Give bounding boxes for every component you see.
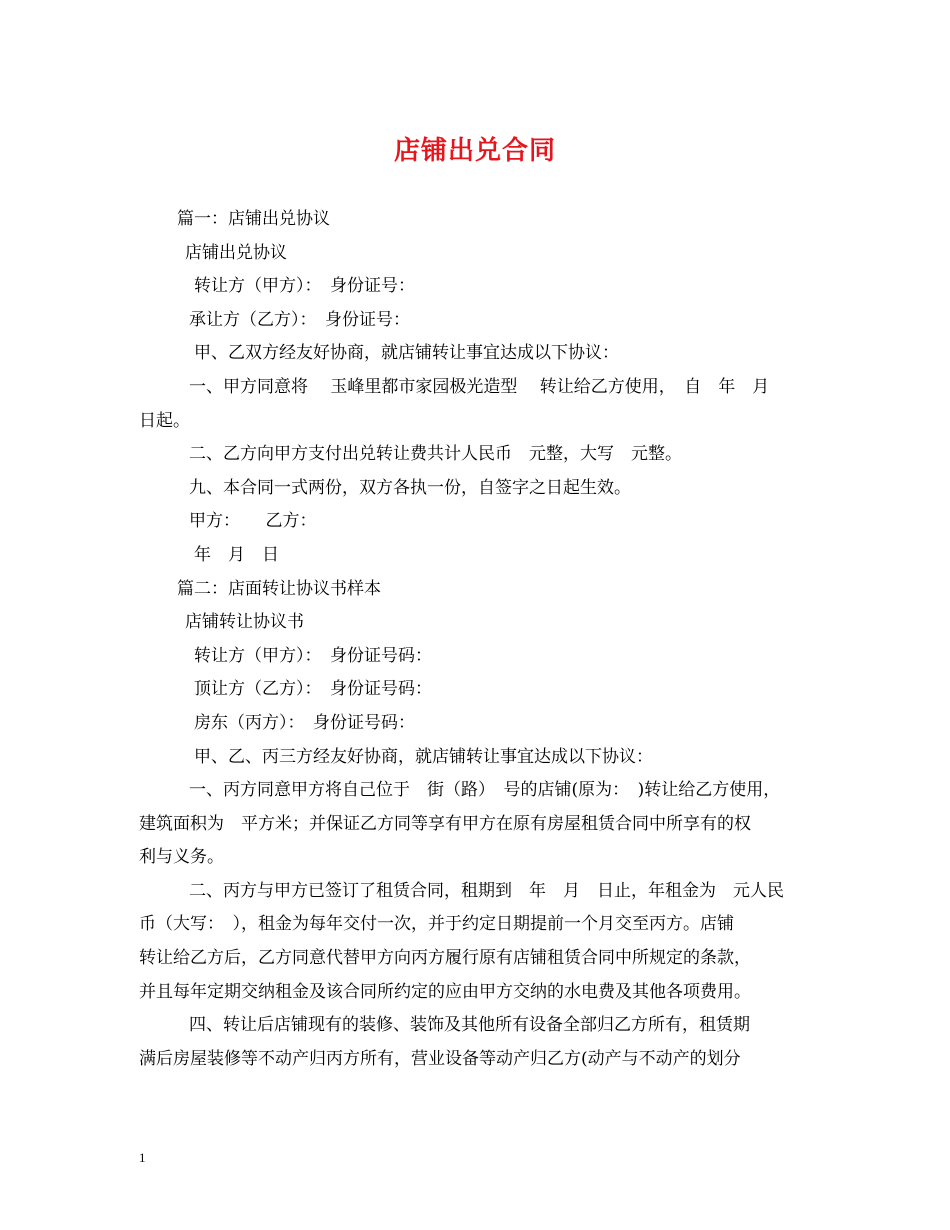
date-line: 年 月 日 — [194, 544, 279, 565]
paragraph-line: 九、本合同一式两份，双方各执一份，自签字之日起生效。 — [189, 477, 631, 498]
paragraph-line: 二、乙方向甲方支付出兑转让费共计人民币 元整，大写 元整。 — [189, 444, 682, 465]
paragraph-line: 日起。 — [139, 410, 190, 431]
party-line: 承让方（乙方）： 身份证号： — [189, 309, 410, 330]
paragraph-line: 建筑面积为 平方米；并保证乙方同等享有甲方在原有房屋租赁合同中所享有的权 — [139, 813, 751, 834]
paragraph-line: 甲、乙双方经友好协商，就店铺转让事宜达成以下协议： — [194, 343, 619, 364]
paragraph-line: 四、转让后店铺现有的装修、装饰及其他所有设备全部归乙方所有，租赁期 — [189, 1015, 750, 1036]
party-line: 转让方（甲方）： 身份证号： — [194, 276, 415, 297]
sub-heading: 店铺出兑协议 — [185, 242, 287, 263]
paragraph-line: 二、丙方与甲方已签订了租赁合同，租期到 年 月 日止，年租金为 元人民 — [189, 880, 784, 901]
document-body — [139, 203, 829, 1076]
page-number: 1 — [139, 1150, 146, 1165]
section-heading: 篇一：店铺出兑协议 — [177, 209, 330, 229]
party-line: 房东（丙方）： 身份证号码： — [194, 712, 415, 733]
paragraph-line: 利与义务。 — [139, 847, 224, 868]
party-line: 转让方（甲方）： 身份证号码： — [194, 645, 432, 666]
paragraph-line: 并且每年定期交纳租金及该合同所约定的应由甲方交纳的水电费及其他各项费用。 — [139, 981, 751, 1002]
paragraph-line: 甲、乙、丙三方经友好协商，就店铺转让事宜达成以下协议： — [194, 746, 653, 767]
signature-line: 甲方： 乙方： — [189, 511, 317, 532]
paragraph-line: 转让给乙方后，乙方同意代替甲方向丙方履行原有店铺租赁合同中所规定的条款， — [139, 948, 751, 969]
paragraph-line: 一、甲方同意将 玉峰里都市家园极光造型 转让给乙方使用， 自 年 月 — [189, 376, 770, 397]
paragraph-line: 一、丙方同意甲方将自己位于 街（路） 号的店铺(原为： )转让给乙方使用， — [189, 780, 781, 801]
paragraph-line: 满后房屋装修等不动产归丙方所有，营业设备等动产归乙方(动产与不动产的划分 — [139, 1048, 741, 1069]
document-title: 店铺出兑合同 — [393, 136, 556, 166]
sub-heading: 店铺转让协议书 — [185, 612, 304, 633]
paragraph-line: 币（大写： ），租金为每年交付一次，并于约定日期提前一个月交至丙方。店铺 — [139, 914, 734, 935]
section-heading: 篇二：店面转让协议书样本 — [177, 578, 381, 599]
party-line: 顶让方（乙方）： 身份证号码： — [194, 679, 432, 700]
